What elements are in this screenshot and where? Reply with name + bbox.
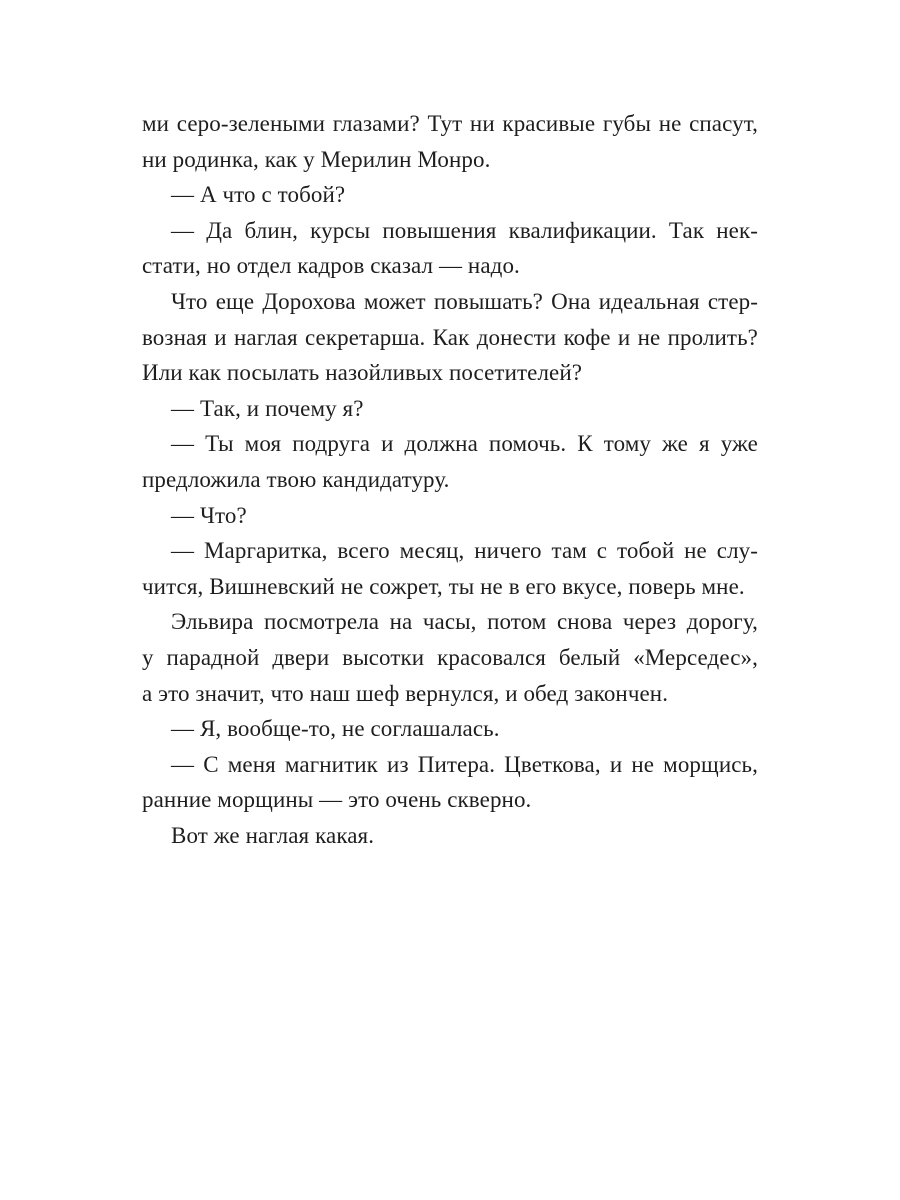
- text-line: — Маргаритка, всего месяц, ничего там с тобой не слу-: [171, 538, 758, 564]
- text-line: — Ты моя подруга и должна помочь. К тому же я уже: [171, 431, 758, 457]
- text-line: — С меня магнитик из Питера. Цветкова, и не морщись,: [171, 751, 758, 777]
- text-line: Что еще Дорохова может повышать? Она идеальная стер-: [171, 288, 758, 314]
- text-line: стати, но отдел кадров сказал — надо.: [142, 253, 520, 279]
- text-line: Вот же наглая какая.: [171, 822, 375, 848]
- text-line: чится, Вишневский не сожрет, ты не в его вкусе, поверь мне.: [142, 573, 745, 599]
- text-line: — Да блин, курсы повышения квалификации. Так нек-: [171, 217, 758, 243]
- text-line: у парадной двери высотки красовался белый «Мерседес»,: [142, 644, 758, 670]
- text-line: — А что с тобой?: [171, 182, 346, 208]
- text-line: — Так, и почему я?: [171, 395, 364, 421]
- text-line: Или как посылать назойливых посетителей?: [142, 360, 583, 386]
- text-line: возная и наглая секретарша. Как донести кофе и не пролить?: [142, 324, 758, 350]
- text-line: ни родинка, как у Мерилин Монро.: [142, 146, 491, 172]
- text-line: предложила твою кандидатуру.: [142, 466, 450, 492]
- text-line: а это значит, что наш шеф вернулся, и обед закончен.: [142, 680, 669, 706]
- text-line: Эльвира посмотрела на часы, потом снова через дорогу,: [171, 609, 758, 635]
- text-line: — Что?: [171, 502, 247, 528]
- text-line: ми серо-зелеными глазами? Тут ни красивые губы не спасут,: [142, 111, 758, 136]
- page-text: [142, 106, 758, 853]
- text-line: — Я, вообще-то, не соглашалась.: [171, 716, 500, 742]
- text-line: ранние морщины — это очень скверно.: [142, 787, 532, 813]
